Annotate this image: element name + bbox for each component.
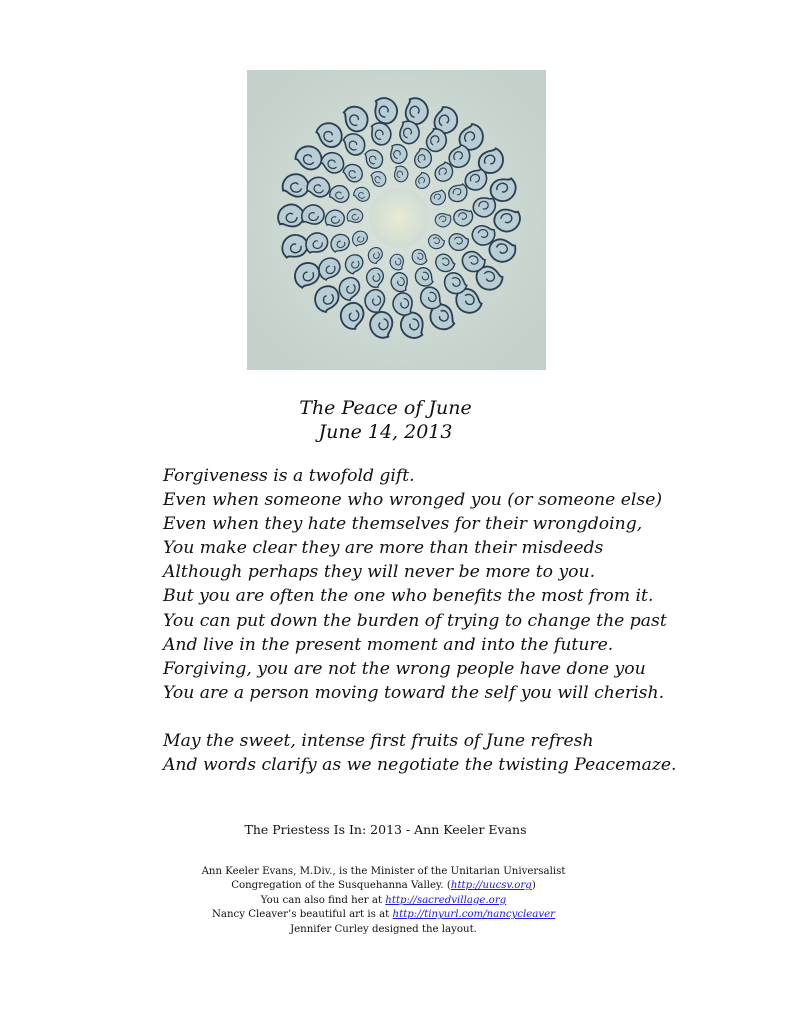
poem-line: You can put down the burden of trying to change the past [163,610,667,631]
poem-title-block [0,396,791,444]
poem-line: And live in the present moment and into the future. [163,634,614,655]
attribution [0,822,791,837]
credits-line-2 [0,879,791,893]
credits-line-1: Ann Keeler Evans, M.Div., is the Minister of the Unitarian Universalist [201,866,566,877]
uucsv-link[interactable]: http://uucsv.org [450,880,532,892]
credits-text: You can also find her at [260,894,386,906]
poem-date: June 14, 2013 [318,421,453,443]
poem-line: You are a person moving toward the self you will cherish. [163,682,665,703]
poem-line: May the sweet, intense first fruits of June refresh [163,730,594,751]
mandala-artwork [247,70,546,370]
poem-line: Forgiveness is a twofold gift. [163,466,415,486]
poem-line: But you are often the one who benefits the most from it. [163,586,654,607]
poem-line: You make clear they are more than their misdeeds [163,538,604,559]
attribution-text: The Priestess Is In: 2013 - Ann Keeler Evans [244,822,527,837]
sacredvillage-link[interactable]: http://sacredvillage.org [385,894,507,906]
credits-text: Nancy Cleaver’s beautiful art is at [211,909,393,921]
poem-stanza-2 [163,729,763,777]
mandala-svg [247,70,546,370]
poem-line: Forgiving, you are not the wrong people have done you [163,658,646,679]
credits-line-4 [0,908,791,922]
mandala-center [369,188,429,248]
credits-block [0,865,791,937]
credits-text: Congregation of the Susquehanna Valley. ( [231,880,451,892]
poem-line: Even when someone who wronged you (or someone else) [163,490,663,511]
credits-line-3 [0,894,791,908]
credits-line-5: Jennifer Curley designed the layout. [290,923,477,935]
poem-stanza-1 [163,464,763,705]
credits-text: ) [531,880,536,892]
poem-title: The Peace of June [299,397,472,419]
poem-line: Although perhaps they will never be more to you. [163,562,596,583]
poem-line: And words clarify as we negotiate the twisting Peacemaze. [163,755,677,776]
nancycleaver-link[interactable]: http://tinyurl.com/nancycleaver [392,909,556,921]
poem-line: Even when they hate themselves for their wrongdoing, [163,514,643,535]
poem-body [163,464,763,777]
